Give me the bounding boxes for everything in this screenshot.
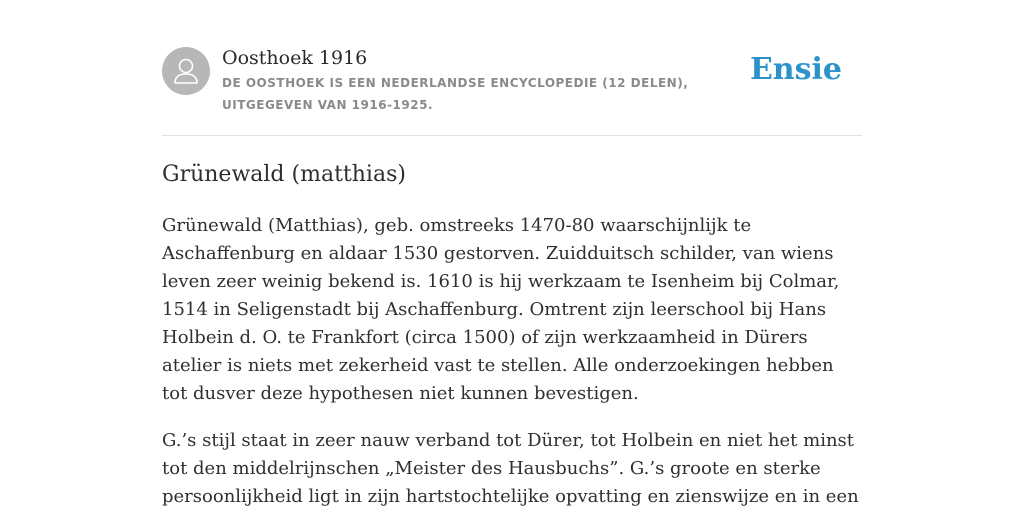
article-paragraph: G.’s stijl staat in zeer nauw verband tot Dürer, tot Holbein en niet het minst tot den middelrijnschen „Meister des Hausbuchs”. G.’s groote en sterke persoonlijkheid ligt in zijn hartstochtelijke opvatting en zienswijze en in een (162, 430, 859, 507)
avatar[interactable] (162, 47, 210, 95)
article-paragraph: Grünewald (Matthias), geb. omstreeks 1470-80 waarschijnlijk te Aschaffenburg en aldaar 1530 gestorven. Zuidduitsch schilder, van wiens leven zeer weinig bekend is. 1610 is hij werkzaam te Isenheim bij Colmar, 1514 in Seligenstadt bij Aschaffenburg. Omtrent zijn leerschool bij Hans Holbein d. O. te Frankfort (circa 1500) of zijn werkzaamheid in Dürers atelier is niets met zekerheid vast te stellen. Alle onderzoekingen hebben tot dusver deze hypothesen niet kunnen bevestigen. (162, 215, 840, 404)
source-header (162, 0, 862, 136)
source-title[interactable]: Oosthoek 1916 (222, 47, 368, 69)
page-container (162, 0, 862, 511)
brand-logo[interactable]: Ensie (749, 52, 842, 87)
article-title: Grünewald (matthias) (162, 162, 406, 187)
source-description: DE OOSTHOEK IS EEN NEDERLANDSE ENCYCLOPEDIE (12 DELEN), UITGEGEVEN VAN 1916-1925. (222, 76, 689, 112)
